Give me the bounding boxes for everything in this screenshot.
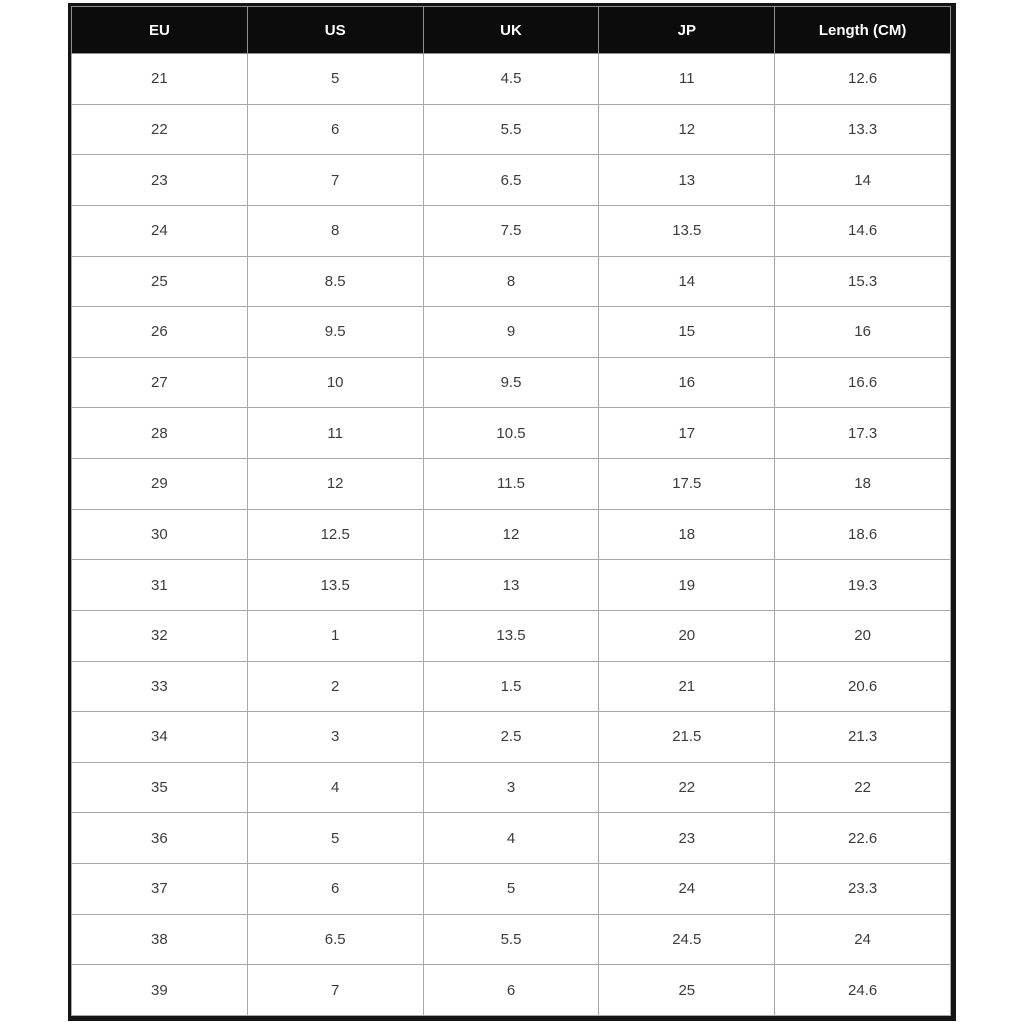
table-row: [72, 762, 951, 813]
table-row: [72, 864, 951, 915]
table-cell: 22: [599, 762, 775, 813]
table-cell: 14: [599, 256, 775, 307]
table-cell: 8: [247, 205, 423, 256]
table-cell: 23: [599, 813, 775, 864]
table-cell: 2: [247, 661, 423, 712]
table-cell: 7: [247, 965, 423, 1016]
table-cell: 8.5: [247, 256, 423, 307]
size-chart-body: [72, 54, 951, 1016]
table-cell: 29: [72, 459, 248, 510]
table-row: [72, 813, 951, 864]
table-cell: 12.6: [775, 54, 951, 105]
table-cell: 16.6: [775, 357, 951, 408]
table-cell: 15: [599, 307, 775, 358]
table-cell: 5: [247, 813, 423, 864]
table-cell: 15.3: [775, 256, 951, 307]
table-row: [72, 408, 951, 459]
table-row: [72, 104, 951, 155]
table-cell: 13.3: [775, 104, 951, 155]
table-cell: 11: [247, 408, 423, 459]
table-cell: 32: [72, 610, 248, 661]
table-cell: 6: [247, 864, 423, 915]
table-cell: 6: [247, 104, 423, 155]
table-cell: 30: [72, 509, 248, 560]
table-cell: 33: [72, 661, 248, 712]
table-row: [72, 914, 951, 965]
table-cell: 13.5: [423, 610, 599, 661]
table-cell: 24.6: [775, 965, 951, 1016]
table-cell: 35: [72, 762, 248, 813]
table-cell: 14.6: [775, 205, 951, 256]
size-chart-header: [72, 7, 951, 54]
table-cell: 24: [775, 914, 951, 965]
table-cell: 25: [72, 256, 248, 307]
table-cell: 12: [247, 459, 423, 510]
table-cell: 20: [775, 610, 951, 661]
table-row: [72, 610, 951, 661]
table-cell: 36: [72, 813, 248, 864]
table-cell: 13: [599, 155, 775, 206]
column-header-us: US: [247, 7, 423, 54]
table-cell: 5.5: [423, 104, 599, 155]
table-cell: 22.6: [775, 813, 951, 864]
table-cell: 21: [72, 54, 248, 105]
table-cell: 14: [775, 155, 951, 206]
table-cell: 13.5: [599, 205, 775, 256]
table-cell: 21: [599, 661, 775, 712]
table-cell: 17: [599, 408, 775, 459]
table-cell: 12: [423, 509, 599, 560]
header-row: [72, 7, 951, 54]
column-header-jp: JP: [599, 7, 775, 54]
table-cell: 6.5: [423, 155, 599, 206]
table-cell: 5: [423, 864, 599, 915]
table-cell: 25: [599, 965, 775, 1016]
table-row: [72, 307, 951, 358]
table-cell: 13: [423, 560, 599, 611]
table-row: [72, 661, 951, 712]
table-cell: 24: [599, 864, 775, 915]
table-row: [72, 965, 951, 1016]
column-header-eu: EU: [72, 7, 248, 54]
table-cell: 8: [423, 256, 599, 307]
table-cell: 23: [72, 155, 248, 206]
column-header-uk: UK: [423, 7, 599, 54]
table-cell: 11: [599, 54, 775, 105]
table-cell: 4: [423, 813, 599, 864]
table-cell: 19.3: [775, 560, 951, 611]
size-chart-table: [71, 6, 951, 1016]
table-cell: 17.3: [775, 408, 951, 459]
table-cell: 1: [247, 610, 423, 661]
table-row: [72, 712, 951, 763]
table-cell: 34: [72, 712, 248, 763]
table-cell: 37: [72, 864, 248, 915]
table-cell: 9.5: [247, 307, 423, 358]
table-cell: 22: [775, 762, 951, 813]
table-cell: 24: [72, 205, 248, 256]
table-cell: 26: [72, 307, 248, 358]
table-cell: 12.5: [247, 509, 423, 560]
table-cell: 3: [423, 762, 599, 813]
table-cell: 2.5: [423, 712, 599, 763]
table-cell: 21.5: [599, 712, 775, 763]
table-cell: 21.3: [775, 712, 951, 763]
table-cell: 10: [247, 357, 423, 408]
table-row: [72, 256, 951, 307]
table-cell: 18.6: [775, 509, 951, 560]
table-cell: 7.5: [423, 205, 599, 256]
table-cell: 28: [72, 408, 248, 459]
table-cell: 39: [72, 965, 248, 1016]
table-cell: 18: [775, 459, 951, 510]
table-cell: 24.5: [599, 914, 775, 965]
table-row: [72, 459, 951, 510]
table-cell: 10.5: [423, 408, 599, 459]
table-row: [72, 560, 951, 611]
table-cell: 9: [423, 307, 599, 358]
table-cell: 22: [72, 104, 248, 155]
table-cell: 16: [599, 357, 775, 408]
table-cell: 9.5: [423, 357, 599, 408]
table-cell: 31: [72, 560, 248, 611]
table-cell: 5: [247, 54, 423, 105]
table-cell: 1.5: [423, 661, 599, 712]
table-cell: 11.5: [423, 459, 599, 510]
table-cell: 3: [247, 712, 423, 763]
table-cell: 20: [599, 610, 775, 661]
table-cell: 4: [247, 762, 423, 813]
table-row: [72, 509, 951, 560]
table-cell: 16: [775, 307, 951, 358]
table-cell: 5.5: [423, 914, 599, 965]
column-header-length-cm: Length (CM): [775, 7, 951, 54]
size-chart: [68, 3, 956, 1021]
table-cell: 23.3: [775, 864, 951, 915]
table-cell: 12: [599, 104, 775, 155]
table-cell: 17.5: [599, 459, 775, 510]
table-row: [72, 357, 951, 408]
table-cell: 6: [423, 965, 599, 1016]
table-cell: 19: [599, 560, 775, 611]
table-row: [72, 155, 951, 206]
table-cell: 38: [72, 914, 248, 965]
table-cell: 18: [599, 509, 775, 560]
table-cell: 13.5: [247, 560, 423, 611]
table-cell: 7: [247, 155, 423, 206]
table-cell: 20.6: [775, 661, 951, 712]
table-row: [72, 54, 951, 105]
table-row: [72, 205, 951, 256]
table-cell: 4.5: [423, 54, 599, 105]
table-cell: 6.5: [247, 914, 423, 965]
table-cell: 27: [72, 357, 248, 408]
